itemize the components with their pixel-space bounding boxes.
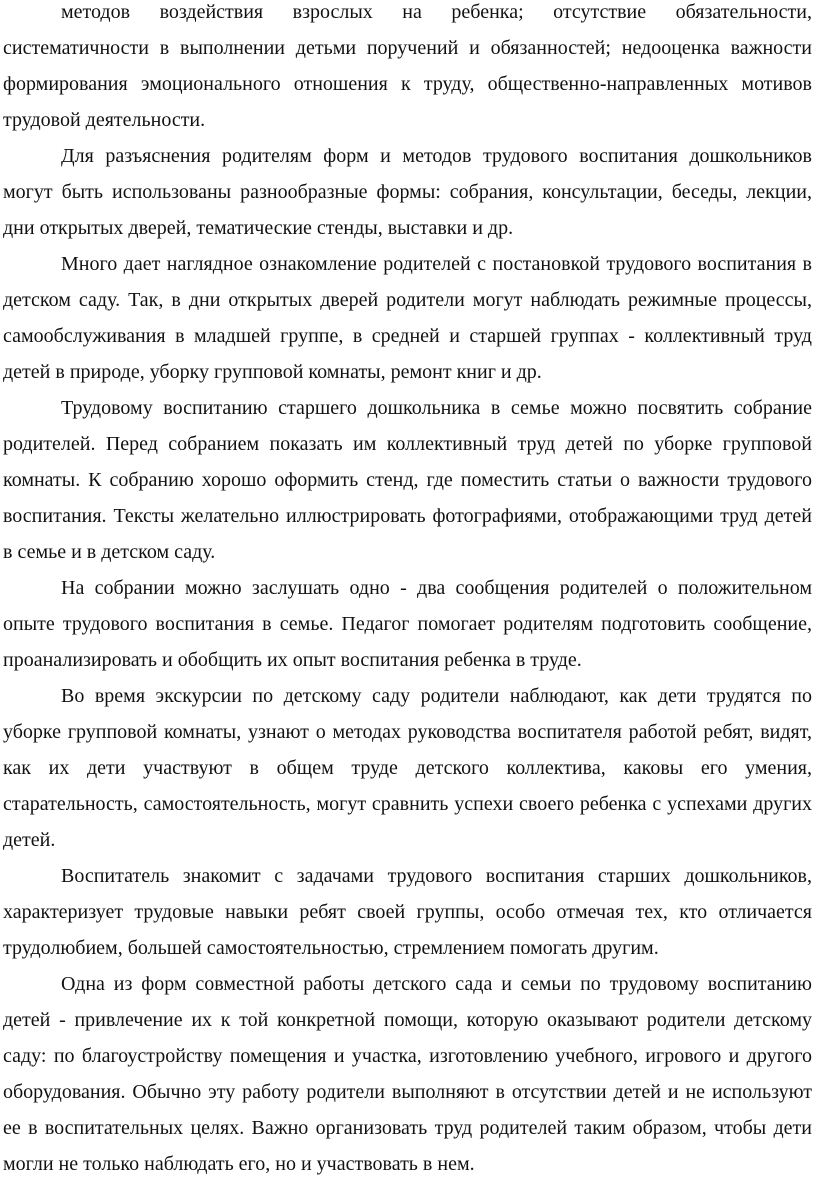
paragraph-excursion: Во время экскурсии по детскому саду родители наблюдают, как дети трудятся по уборке групповой комнаты, узнают о методах руководства воспитателя работой ребят, видят, как их дети участвуют в общем труде детского коллектива, каковы его умения, старательность, самостоятельность, могут сравнить успехи своего ребенка с успехами других детей. bbox=[3, 685, 812, 851]
document-body bbox=[3, 0, 812, 1182]
paragraph-continuation: методов воздействия взрослых на ребенка; отсутствие обязательности, систематичности в выполнении детьми поручений и обязанностей; недооценка важности формирования эмоционального отношения к труду, общественно-направленных мотивов трудовой деятельности. bbox=[3, 1, 812, 131]
paragraph-meeting-reports: На собрании можно заслушать одно - два сообщения родителей о положительном опыте трудового воспитания в семье. Педагог помогает родителям подготовить сообщение, проанализировать и обобщить их опыт воспитания ребенка в труде. bbox=[3, 577, 812, 671]
paragraph-forms-of-explanation: Для разъяснения родителям форм и методов трудового воспитания дошкольников могут быть использованы разнообразные формы: собрания, консультации, беседы, лекции, дни открытых дверей, тематические стенды, выставки и др. bbox=[3, 145, 812, 239]
paragraph-parent-meeting: Трудовому воспитанию старшего дошкольника в семье можно посвятить собрание родителей. Перед собранием показать им коллективный труд детей по уборке групповой комнаты. К собранию хорошо оформить стенд, где поместить статьи о важности трудового воспитания. Тексты желательно иллюстрировать фотографиями, отображающими труд детей в семье и в детском саду. bbox=[3, 397, 812, 563]
paragraph-joint-work: Одна из форм совместной работы детского сада и семьи по трудовому воспитанию детей - привлечение их к той конкретной помощи, которую оказывают родители детскому саду: по благоустройству помещения и участка, изготовлению учебного, игрового и другого оборудования. Обычно эту работу родители выполняют в отсутствии детей и не используют ее в воспитательных целях. Важно организовать труд родителей таким образом, чтобы дети могли не только наблюдать его, но и участвовать в нем. bbox=[3, 973, 812, 1175]
paragraph-visual-familiarization: Много дает наглядное ознакомление родителей с постановкой трудового воспитания в детском саду. Так, в дни открытых дверей родители могут наблюдать режимные процессы, самообслуживания в младшей группе, в средней и старшей группах - коллективный труд детей в природе, уборку групповой комнаты, ремонт книг и др. bbox=[3, 253, 812, 383]
paragraph-educator-tasks: Воспитатель знакомит с задачами трудового воспитания старших дошкольников, характеризует трудовые навыки ребят своей группы, особо отмечая тех, кто отличается трудолюбием, большей самостоятельностью, стремлением помогать другим. bbox=[3, 865, 812, 959]
